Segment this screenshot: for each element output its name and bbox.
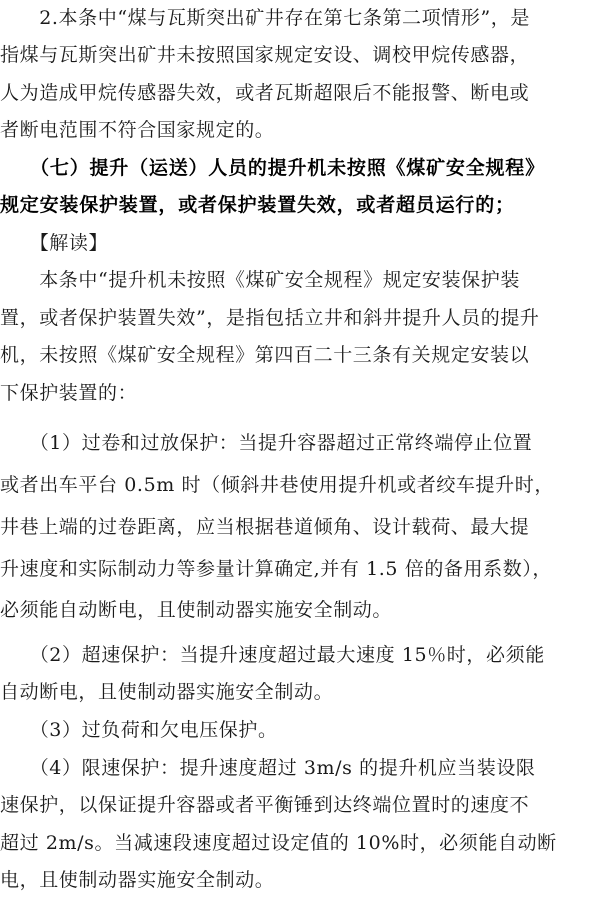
paragraph-2-line-2: 指煤与瓦斯突出矿井未按照国家规定安设、调校甲烷传感器， — [0, 44, 530, 66]
item-1-line-3: 井巷上端的过卷距离，应当根据巷道倾角、设计载荷、最大提 — [0, 516, 530, 538]
item-2-line-2: 自动断电，且使制动器实施安全制动。 — [0, 681, 334, 703]
item-1-line-5: 必须能自动断电，且使制动器实施安全制动。 — [0, 599, 393, 621]
interpretation-line-1: 本条中“提升机未按照《煤矿安全规程》规定安装保护装 — [0, 269, 520, 291]
item-3-line-1: （3）过负荷和欠电压保护。 — [0, 719, 278, 741]
item-2-line-1: （2）超速保护：当提升速度超过最大速度 15％时，必须能 — [0, 644, 545, 666]
item-4-line-3: 超过 2m/s。当减速段速度超过设定值的 10%时，必须能自动断 — [0, 832, 557, 854]
item-1-line-4: 升速度和实际制动力等参量计算确定,并有 1.5 倍的备用系数）， — [0, 558, 553, 580]
paragraph-2-line-4: 者断电范围不符合国家规定的。 — [0, 119, 275, 141]
item-4-line-4: 电，且使制动器实施安全制动。 — [0, 869, 275, 891]
clause-7-heading-line-1: （七）提升（运送）人员的提升机未按照《煤矿安全规程》 — [0, 157, 545, 179]
item-4-line-2: 速保护，以保证提升容器或者平衡锤到达终端位置时的速度不 — [0, 794, 530, 816]
clause-7-heading-line-2: 规定安装保护装置，或者保护装置失效，或者超员运行的； — [0, 194, 515, 216]
paragraph-2-line-3: 人为造成甲烷传感器失效，或者瓦斯超限后不能报警、断电或 — [0, 82, 530, 104]
paragraph-2-line-1: 2.本条中“煤与瓦斯突出矿井存在第七条第二项情形”，是 — [0, 7, 530, 29]
item-4-line-1: （4）限速保护：提升速度超过 3m/s 的提升机应当装设限 — [0, 757, 536, 779]
item-1-line-2: 或者出车平台 0.5m 时（倾斜井巷使用提升机或者绞车提升时， — [0, 474, 554, 496]
interpretation-line-4: 下保护装置的： — [0, 382, 138, 404]
item-1-line-1: （1）过卷和过放保护：当提升容器超过正常终端停止位置 — [0, 432, 533, 454]
interpretation-line-3: 机，未按照《煤矿安全规程》第四百二十三条有关规定安装以 — [0, 344, 530, 366]
interpretation-line-2: 置，或者保护装置失效”，是指包括立井和斜井提升人员的提升 — [0, 307, 540, 329]
interpretation-heading: 【解读】 — [0, 232, 109, 254]
